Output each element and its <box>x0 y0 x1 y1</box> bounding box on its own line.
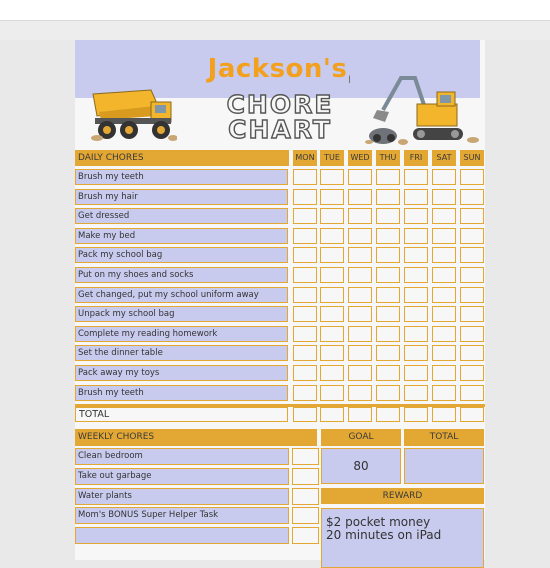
daily-chore-label: Pack my school bag <box>75 247 288 263</box>
day-checkbox-cell[interactable] <box>376 208 400 224</box>
day-checkbox-cell[interactable] <box>404 306 428 322</box>
daily-chore-label: Set the dinner table <box>75 345 288 361</box>
daily-chore-row <box>75 267 485 284</box>
weekly-chore-row <box>75 527 320 545</box>
total-cell[interactable] <box>460 407 484 422</box>
day-checkbox-cell[interactable] <box>320 326 344 342</box>
day-checkbox-cell[interactable] <box>293 228 317 244</box>
day-checkbox-cell[interactable] <box>376 365 400 381</box>
day-checkbox-cell[interactable] <box>460 345 484 361</box>
browser-top-bar <box>0 0 550 21</box>
daily-total-label: TOTAL <box>75 407 288 422</box>
day-checkbox-cell[interactable] <box>376 326 400 342</box>
day-checkbox-cell[interactable] <box>404 169 428 185</box>
day-checkbox-cell[interactable] <box>293 365 317 381</box>
daily-chore-row <box>75 208 485 225</box>
day-checkbox-cell[interactable] <box>432 169 456 185</box>
day-checkbox-cell[interactable] <box>293 267 317 283</box>
day-checkbox-cell[interactable] <box>293 326 317 342</box>
day-checkbox-cell[interactable] <box>348 287 372 303</box>
day-checkbox-cell[interactable] <box>404 208 428 224</box>
weekly-chore-label: Water plants <box>75 488 289 505</box>
total-cell[interactable] <box>376 407 400 422</box>
total-cell[interactable] <box>348 407 372 422</box>
day-checkbox-cell[interactable] <box>320 169 344 185</box>
day-checkbox-cell[interactable] <box>376 385 400 401</box>
day-checkbox-cell[interactable] <box>404 267 428 283</box>
day-checkbox-cell[interactable] <box>432 326 456 342</box>
daily-chore-label: Get dressed <box>75 208 288 224</box>
day-checkbox-cell[interactable] <box>348 345 372 361</box>
day-checkbox-cell[interactable] <box>348 306 372 322</box>
day-checkbox-cell[interactable] <box>432 385 456 401</box>
day-checkbox-cell[interactable] <box>404 247 428 263</box>
day-checkbox-cell[interactable] <box>460 169 484 185</box>
reward-line-2: 20 minutes on iPad <box>326 528 442 542</box>
daily-chore-label: Unpack my school bag <box>75 306 288 322</box>
day-checkbox-cell[interactable] <box>460 267 484 283</box>
daily-chore-row <box>75 326 485 343</box>
day-checkbox-cell[interactable] <box>293 247 317 263</box>
day-checkbox-cell[interactable] <box>320 287 344 303</box>
day-checkbox-cell[interactable] <box>293 169 317 185</box>
total-cell[interactable] <box>293 407 317 422</box>
day-checkbox-cell[interactable] <box>293 385 317 401</box>
day-checkbox-cell[interactable] <box>320 345 344 361</box>
day-wed: WED <box>348 150 372 166</box>
title-line-chart: CHART <box>228 115 332 144</box>
day-checkbox-cell[interactable] <box>460 228 484 244</box>
day-checkbox-cell[interactable] <box>293 287 317 303</box>
daily-chore-label: Complete my reading homework <box>75 326 288 342</box>
day-checkbox-cell[interactable] <box>348 169 372 185</box>
day-checkbox-cell[interactable] <box>320 385 344 401</box>
day-checkbox-cell[interactable] <box>404 345 428 361</box>
day-checkbox-cell[interactable] <box>432 306 456 322</box>
day-checkbox-cell[interactable] <box>460 247 484 263</box>
day-checkbox-cell[interactable] <box>432 189 456 205</box>
daily-chore-label: Get changed, put my school uniform away <box>75 287 288 303</box>
day-checkbox-cell[interactable] <box>432 228 456 244</box>
daily-chore-label: Brush my hair <box>75 189 288 205</box>
day-checkbox-cell[interactable] <box>432 345 456 361</box>
day-checkbox-cell[interactable] <box>348 365 372 381</box>
day-checkbox-cell[interactable] <box>348 267 372 283</box>
daily-header-row <box>75 150 485 166</box>
weekly-chore-label: Take out garbage <box>75 468 289 485</box>
day-tue: TUE <box>320 150 344 166</box>
day-checkbox-cell[interactable] <box>293 345 317 361</box>
text-cursor-icon: I <box>348 74 352 86</box>
weekly-chore-row <box>75 468 320 486</box>
day-checkbox-cell[interactable] <box>320 228 344 244</box>
chore-chart-page <box>75 40 485 560</box>
daily-chore-row <box>75 385 485 402</box>
daily-chore-label: Brush my teeth <box>75 169 288 185</box>
day-checkbox-cell[interactable] <box>348 208 372 224</box>
weekly-checkbox-cell[interactable] <box>292 468 319 485</box>
weekly-chore-label: Mom's BONUS Super Helper Task <box>75 507 289 524</box>
day-checkbox-cell[interactable] <box>460 326 484 342</box>
day-fri: FRI <box>404 150 428 166</box>
day-checkbox-cell[interactable] <box>460 287 484 303</box>
daily-chore-label: Make my bed <box>75 228 288 244</box>
day-checkbox-cell[interactable] <box>460 306 484 322</box>
day-checkbox-cell[interactable] <box>376 169 400 185</box>
title-line-chore: CHORE <box>226 90 334 119</box>
day-checkbox-cell[interactable] <box>320 306 344 322</box>
weekly-chore-row <box>75 448 320 466</box>
day-checkbox-cell[interactable] <box>348 385 372 401</box>
day-checkbox-cell[interactable] <box>293 189 317 205</box>
chart-title <box>225 92 335 142</box>
day-checkbox-cell[interactable] <box>320 247 344 263</box>
day-checkbox-cell[interactable] <box>432 208 456 224</box>
day-checkbox-cell[interactable] <box>320 365 344 381</box>
day-checkbox-cell[interactable] <box>460 208 484 224</box>
reward-line-1: $2 pocket money <box>326 515 431 529</box>
day-checkbox-cell[interactable] <box>404 326 428 342</box>
day-checkbox-cell[interactable] <box>376 247 400 263</box>
day-checkbox-cell[interactable] <box>376 189 400 205</box>
total-cell[interactable] <box>320 407 344 422</box>
day-checkbox-cell[interactable] <box>293 208 317 224</box>
goal-value[interactable]: 80 <box>321 448 401 484</box>
day-thu: THU <box>376 150 400 166</box>
day-checkbox-cell[interactable] <box>376 267 400 283</box>
daily-chores-heading: DAILY CHORES <box>75 150 289 166</box>
weekly-chores-heading: WEEKLY CHORES <box>75 429 317 446</box>
day-checkbox-cell[interactable] <box>348 189 372 205</box>
total-heading: TOTAL <box>404 429 484 446</box>
day-checkbox-cell[interactable] <box>293 306 317 322</box>
day-sat: SAT <box>432 150 456 166</box>
day-checkbox-cell[interactable] <box>404 287 428 303</box>
excavator-icon <box>363 70 481 152</box>
dump-truck-icon <box>89 86 177 142</box>
day-checkbox-cell[interactable] <box>348 247 372 263</box>
daily-chore-row <box>75 287 485 304</box>
daily-chore-row <box>75 306 485 323</box>
daily-chore-row <box>75 345 485 362</box>
day-checkbox-cell[interactable] <box>432 365 456 381</box>
daily-chore-label: Put on my shoes and socks <box>75 267 288 283</box>
weekly-checkbox-cell[interactable] <box>292 448 319 465</box>
day-checkbox-cell[interactable] <box>376 228 400 244</box>
goal-heading: GOAL <box>321 429 401 446</box>
day-checkbox-cell[interactable] <box>320 267 344 283</box>
day-checkbox-cell[interactable] <box>460 189 484 205</box>
daily-chore-row <box>75 169 485 186</box>
day-checkbox-cell[interactable] <box>376 306 400 322</box>
daily-chore-label: Brush my teeth <box>75 385 288 401</box>
day-checkbox-cell[interactable] <box>404 228 428 244</box>
viewer-toolbar <box>0 21 550 40</box>
day-checkbox-cell[interactable] <box>320 189 344 205</box>
total-value-box[interactable] <box>404 448 484 484</box>
day-checkbox-cell[interactable] <box>432 287 456 303</box>
reward-box[interactable] <box>321 508 484 568</box>
day-checkbox-cell[interactable] <box>348 228 372 244</box>
day-checkbox-cell[interactable] <box>460 385 484 401</box>
daily-total-row <box>75 404 485 422</box>
day-checkbox-cell[interactable] <box>432 247 456 263</box>
reward-heading: REWARD <box>321 488 484 504</box>
weekly-chore-label: Clean bedroom <box>75 448 289 465</box>
day-checkbox-cell[interactable] <box>432 267 456 283</box>
day-checkbox-cell[interactable] <box>404 365 428 381</box>
daily-chore-row <box>75 228 485 245</box>
daily-chore-row <box>75 247 485 264</box>
weekly-checkbox-cell[interactable] <box>292 527 319 544</box>
day-checkbox-cell[interactable] <box>404 385 428 401</box>
day-sun: SUN <box>460 150 484 166</box>
weekly-checkbox-cell[interactable] <box>292 488 319 505</box>
daily-chore-label: Pack away my toys <box>75 365 288 381</box>
child-name: Jackson's <box>207 54 348 84</box>
day-checkbox-cell[interactable] <box>404 189 428 205</box>
day-checkbox-cell[interactable] <box>376 287 400 303</box>
day-mon: MON <box>293 150 317 166</box>
daily-chore-row <box>75 189 485 206</box>
total-cell[interactable] <box>432 407 456 422</box>
total-cell[interactable] <box>404 407 428 422</box>
day-checkbox-cell[interactable] <box>320 208 344 224</box>
day-checkbox-cell[interactable] <box>376 345 400 361</box>
weekly-checkbox-cell[interactable] <box>292 507 319 524</box>
day-checkbox-cell[interactable] <box>460 365 484 381</box>
weekly-chore-label <box>75 527 289 544</box>
weekly-chore-row <box>75 488 320 506</box>
daily-chore-row <box>75 365 485 382</box>
day-checkbox-cell[interactable] <box>348 326 372 342</box>
weekly-chore-row <box>75 507 320 525</box>
